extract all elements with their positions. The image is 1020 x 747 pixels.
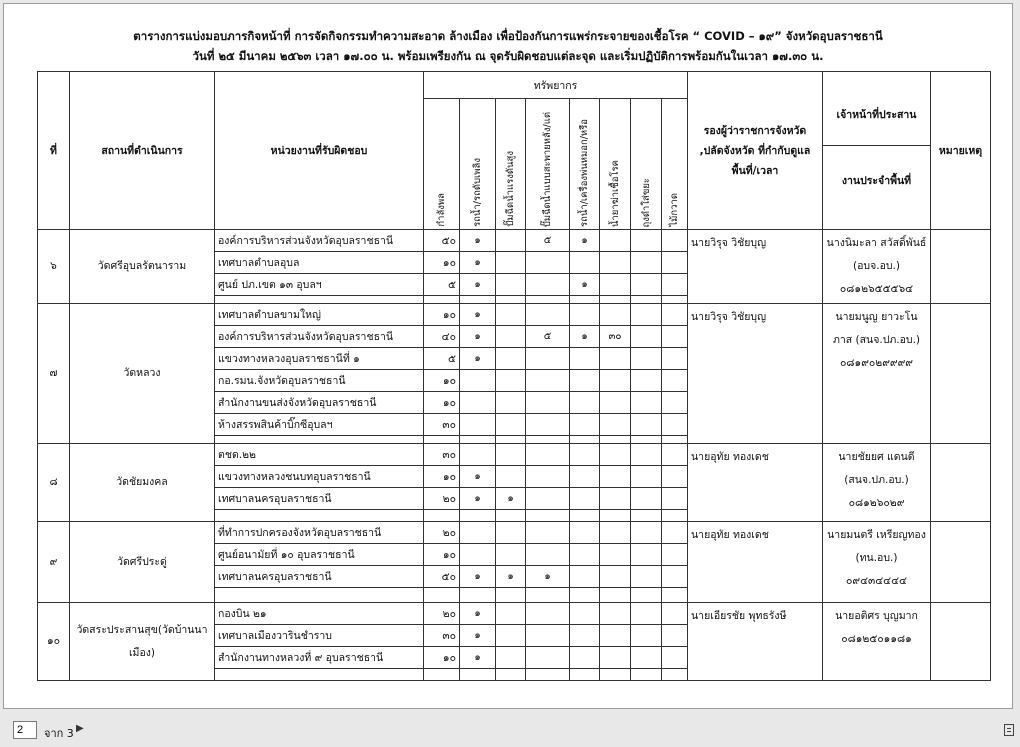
resource-cell — [460, 522, 496, 544]
resource-cell-empty — [424, 588, 460, 603]
resource-cell-empty — [496, 296, 526, 304]
resource-cell — [526, 414, 570, 436]
resource-cell — [496, 466, 526, 488]
resource-cell — [662, 274, 688, 296]
resource-cell — [631, 370, 662, 392]
resource-cell — [600, 274, 631, 296]
agency-cell: สำนักงานทางหลวงที่ ๙ อุบลราชธานี — [215, 647, 424, 669]
resource-cell-empty — [460, 669, 496, 681]
resource-cell — [570, 348, 600, 370]
resource-cell — [570, 522, 600, 544]
resource-cell-empty — [460, 588, 496, 603]
resource-cell — [631, 625, 662, 647]
resource-cell-empty — [570, 510, 600, 522]
agency-cell-empty — [215, 588, 424, 603]
officer-header-top: เจ้าหน้าที่ประสาน — [823, 85, 930, 146]
resource-cell — [460, 370, 496, 392]
remark-cell — [931, 230, 991, 304]
resource-cell — [631, 304, 662, 326]
resource-cell — [570, 544, 600, 566]
resource-cell-empty — [600, 669, 631, 681]
resource-cell: ๑๐ — [424, 392, 460, 414]
resource-cell — [460, 544, 496, 566]
coordinator-cell: นายอุทัย ทองเดช — [688, 522, 823, 603]
resource-cell — [662, 444, 688, 466]
resource-cell — [631, 326, 662, 348]
resource-cell-empty — [424, 669, 460, 681]
resource-cell-empty — [496, 588, 526, 603]
status-bar — [0, 716, 1020, 747]
resource-cell-empty — [662, 296, 688, 304]
resource-cell: ๑๐ — [424, 647, 460, 669]
resource-cell — [662, 625, 688, 647]
remark-cell — [931, 304, 991, 444]
agency-cell: แขวงทางหลวงอุบลราชธานีที่ ๑ — [215, 348, 424, 370]
resource-cell: ๑ — [526, 566, 570, 588]
col-header-agency: หน่วยงานที่รับผิดชอบ — [215, 72, 424, 230]
resource-cell — [496, 544, 526, 566]
resource-cell — [662, 544, 688, 566]
agency-cell: ห้างสรรพสินค้าบิ๊กซีอุบลฯ — [215, 414, 424, 436]
resource-cell — [600, 370, 631, 392]
resource-cell — [526, 392, 570, 414]
officer-cell: นายชัยยศ แดนดี (สนจ.ปภ.อบ.) ๐๘๑๒๖๐๒๙ — [823, 444, 931, 522]
resource-cell-empty — [570, 296, 600, 304]
resource-cell — [570, 625, 600, 647]
resource-col-header — [600, 99, 631, 230]
resource-cell: ๑ — [460, 326, 496, 348]
resource-cell — [662, 566, 688, 588]
resource-cell-empty — [662, 588, 688, 603]
resource-cell-empty — [460, 436, 496, 444]
resource-cell: ๓๐ — [600, 326, 631, 348]
resource-cell: ๑ — [496, 566, 526, 588]
coordinator-cell: นายวิรุจ วิชัยบุญ — [688, 304, 823, 444]
resource-cell — [631, 414, 662, 436]
resource-cell — [496, 392, 526, 414]
resource-cell: ๑ — [570, 326, 600, 348]
resource-cell — [460, 414, 496, 436]
resource-cell — [526, 274, 570, 296]
agency-cell: ศูนย์อนามัยที่ ๑๐ อุบลราชธานี — [215, 544, 424, 566]
resource-cell-empty — [631, 669, 662, 681]
resource-cell — [570, 414, 600, 436]
resource-cell: ๓๐ — [424, 444, 460, 466]
coordinator-cell: นายวิรุจ วิชัยบุญ — [688, 230, 823, 304]
agency-cell: ตชด.๒๒ — [215, 444, 424, 466]
agency-cell: องค์การบริหารส่วนจังหวัดอุบลราชธานี — [215, 230, 424, 252]
col-header-no: ที่ — [38, 72, 70, 230]
resource-cell-empty — [570, 669, 600, 681]
title-line-2: วันที่ ๒๕ มีนาคม ๒๕๖๓ เวลา ๑๗.๐๐ น. พร้อมเพรียงกัน ณ จุดรับผิดชอบแต่ละจุด และเริ่มปฏิบัติการพร้อมกันในเวลา ๑๗.๓๐ น. — [192, 49, 824, 63]
officer-header-bottom: งานประจำพื้นที่ — [841, 175, 912, 187]
resource-cell — [526, 625, 570, 647]
resource-cell — [570, 444, 600, 466]
resource-cell — [526, 304, 570, 326]
resource-col-header — [570, 99, 600, 230]
resource-cell: ๕๐ — [424, 230, 460, 252]
resource-col-header — [662, 99, 688, 230]
resource-col-label: ปั๊มฉีดน้ำแบบสะพายหลัง/แต่ — [542, 111, 553, 227]
resource-cell: ๑ — [460, 230, 496, 252]
resource-cell: ๑๐ — [424, 544, 460, 566]
resource-cell: ๑ — [570, 274, 600, 296]
resource-cell: ๑ — [460, 647, 496, 669]
remark-cell — [931, 603, 991, 681]
resource-col-label: กำลังพล — [436, 193, 447, 227]
agency-cell: เทศบาลนครอุบลราชธานี — [215, 566, 424, 588]
resource-cell-empty — [526, 436, 570, 444]
resource-cell — [631, 466, 662, 488]
resource-cell — [496, 414, 526, 436]
resource-col-header — [424, 99, 460, 230]
resource-cell-empty — [496, 436, 526, 444]
resource-cell — [570, 370, 600, 392]
resource-cell: ๑ — [460, 566, 496, 588]
resource-cell-empty — [526, 510, 570, 522]
resource-col-header — [526, 99, 570, 230]
schedule-table — [37, 71, 991, 681]
resource-cell — [631, 647, 662, 669]
resource-cell — [662, 392, 688, 414]
resource-cell — [662, 488, 688, 510]
resource-cell — [496, 647, 526, 669]
col-header-officer — [823, 72, 931, 230]
resource-cell — [662, 522, 688, 544]
resource-cell — [631, 274, 662, 296]
resource-cell — [600, 230, 631, 252]
resource-cell: ๑ — [460, 603, 496, 625]
resource-cell — [600, 414, 631, 436]
resource-cell: ๑ — [460, 625, 496, 647]
resource-col-header — [460, 99, 496, 230]
resource-cell-empty — [600, 588, 631, 603]
agency-cell: เทศบาลเมืองวารินชำราบ — [215, 625, 424, 647]
resource-cell — [570, 647, 600, 669]
location-cell: วัดสระประสานสุข(วัดบ้านนาเมือง) — [70, 603, 215, 681]
resource-cell — [496, 522, 526, 544]
resource-cell-empty — [424, 436, 460, 444]
resource-cell-empty — [526, 669, 570, 681]
resource-cell: ๑ — [460, 466, 496, 488]
resource-cell: ๕ — [424, 274, 460, 296]
resource-col-header — [631, 99, 662, 230]
resource-col-label: น้ำยาฆ่าเชื้อโรค — [609, 159, 621, 227]
resource-cell: ๑๐ — [424, 466, 460, 488]
resource-cell — [662, 326, 688, 348]
resource-col-label: รถน้ำ/เครื่องพ่นหมอก/หรือ — [579, 119, 590, 227]
resource-cell — [631, 444, 662, 466]
resource-cell — [570, 603, 600, 625]
resource-cell — [496, 252, 526, 274]
title-line-1: ตารางการแบ่งมอบภารกิจหน้าที่ การจัดกิจกรรมทำความสะอาด ล้างเมือง เพื่อป้องกันการแพร่กระจายของเชื้อโรค “ COVID – ๑๙” จังหวัดอุบลราชธานี — [133, 29, 883, 43]
row-number: ๖ — [38, 230, 70, 304]
resource-cell — [600, 566, 631, 588]
resource-cell — [600, 392, 631, 414]
resource-cell-empty — [424, 510, 460, 522]
resource-cell: ๒๐ — [424, 603, 460, 625]
location-cell: วัดศรีประดู่ — [70, 522, 215, 603]
resource-cell — [496, 304, 526, 326]
table-row — [38, 304, 991, 326]
resource-cell — [600, 444, 631, 466]
resource-cell — [662, 252, 688, 274]
resource-cell — [662, 414, 688, 436]
location-cell: วัดชัยมงคล — [70, 444, 215, 522]
resource-col-label: ปั๊มฉีดน้ำแรงดันสูง — [505, 151, 516, 227]
resource-cell — [496, 348, 526, 370]
agency-cell: เทศบาลนครอุบลราชธานี — [215, 488, 424, 510]
resource-cell — [496, 603, 526, 625]
resource-col-label: ไม้กวาด — [669, 193, 680, 227]
resource-cell — [631, 522, 662, 544]
resource-cell — [600, 522, 631, 544]
resource-cell — [526, 466, 570, 488]
resource-cell: ๓๐ — [424, 414, 460, 436]
resource-col-label: รถน้ำ/รถดับเพลิง — [472, 158, 483, 227]
resource-cell — [600, 603, 631, 625]
resource-cell: ๕ — [526, 326, 570, 348]
coordinator-cell: นายอุทัย ทองเดช — [688, 444, 823, 522]
resource-cell: ๑ — [460, 274, 496, 296]
resource-cell — [526, 603, 570, 625]
resource-cell — [570, 252, 600, 274]
page-number-input[interactable] — [13, 721, 37, 739]
agency-cell: เทศบาลตำบลขามใหญ่ — [215, 304, 424, 326]
resource-cell: ๑๐ — [424, 304, 460, 326]
resource-cell — [496, 625, 526, 647]
table-row — [38, 522, 991, 544]
resource-cell-empty — [600, 296, 631, 304]
row-number: ๑๐ — [38, 603, 70, 681]
resource-cell-empty — [662, 669, 688, 681]
resource-cell — [570, 566, 600, 588]
resource-cell-empty — [526, 588, 570, 603]
resource-cell: ๒๐ — [424, 522, 460, 544]
resource-cell: ๕ — [424, 348, 460, 370]
table-row — [38, 603, 991, 625]
agency-cell-empty — [215, 669, 424, 681]
resource-cell: ๑ — [570, 230, 600, 252]
resource-cell — [496, 230, 526, 252]
agency-cell: ที่ทำการปกครองจังหวัดอุบลราชธานี — [215, 522, 424, 544]
resource-cell-empty — [460, 510, 496, 522]
resource-cell — [496, 274, 526, 296]
document-page — [3, 3, 1013, 709]
remark-cell — [931, 444, 991, 522]
resource-cell: ๕ — [526, 230, 570, 252]
agency-cell-empty — [215, 436, 424, 444]
resource-cell-empty — [631, 436, 662, 444]
resource-cell — [600, 544, 631, 566]
resource-cell — [600, 252, 631, 274]
document-title — [4, 26, 1012, 66]
resource-col-label: ถุงดำใส่ขยะ — [640, 177, 652, 227]
officer-cell: นายอติศร บุญมาก ๐๘๑๒๕๐๑๑๘๑ — [823, 603, 931, 681]
resource-cell — [526, 522, 570, 544]
resource-cell-empty — [424, 296, 460, 304]
row-number: ๘ — [38, 444, 70, 522]
resource-cell — [631, 603, 662, 625]
officer-cell: นายมนตรี เหรียญทอง (ทน.อบ.) ๐๙๔๓๔๔๔๔ — [823, 522, 931, 603]
resource-cell — [631, 566, 662, 588]
resource-cell: ๑ — [460, 304, 496, 326]
page-view-icon[interactable] — [1004, 724, 1014, 736]
resource-cell — [600, 647, 631, 669]
page-count-label: จาก 3 — [44, 727, 74, 740]
resource-cell: ๑๐ — [424, 370, 460, 392]
resource-cell — [526, 488, 570, 510]
resource-cell — [496, 444, 526, 466]
resource-cell — [526, 252, 570, 274]
col-header-location: สถานที่ดำเนินการ — [70, 72, 215, 230]
agency-cell-empty — [215, 296, 424, 304]
officer-cell: นางนิมะลา สวัสดิ์พันธ์ (อบจ.อบ.) ๐๘๑๒๖๕๕๕๖๔ — [823, 230, 931, 304]
resource-cell — [526, 370, 570, 392]
remark-cell — [931, 522, 991, 603]
agency-cell: สำนักงานขนส่งจังหวัดอุบลราชธานี — [215, 392, 424, 414]
resource-cell — [662, 466, 688, 488]
resource-cell: ๑ — [496, 488, 526, 510]
resource-cell — [570, 304, 600, 326]
agency-cell: แขวงทางหลวงชนบทอุบลราชธานี — [215, 466, 424, 488]
resource-cell: ๑ — [460, 348, 496, 370]
resource-cell-empty — [496, 669, 526, 681]
resource-cell — [600, 466, 631, 488]
resource-cell — [460, 392, 496, 414]
resource-cell — [600, 625, 631, 647]
resource-cell — [570, 392, 600, 414]
resource-cell: ๒๐ — [424, 488, 460, 510]
table-row — [38, 444, 991, 466]
resource-cell-empty — [600, 510, 631, 522]
resource-cell: ๔๐ — [424, 326, 460, 348]
agency-cell: เทศบาลตำบลอุบล — [215, 252, 424, 274]
resource-cell-empty — [570, 588, 600, 603]
resource-cell: ๑๐ — [424, 252, 460, 274]
resource-cell — [600, 488, 631, 510]
table-row — [38, 230, 991, 252]
resource-cell-empty — [662, 436, 688, 444]
resource-cell-empty — [662, 510, 688, 522]
agency-cell: กอ.รมน.จังหวัดอุบลราชธานี — [215, 370, 424, 392]
resource-cell — [662, 348, 688, 370]
row-number: ๗ — [38, 304, 70, 444]
resource-cell — [662, 230, 688, 252]
resource-cell — [662, 647, 688, 669]
resource-cell — [662, 603, 688, 625]
resource-cell — [496, 326, 526, 348]
resource-cell-empty — [526, 296, 570, 304]
agency-cell: องค์การบริหารส่วนจังหวัดอุบลราชธานี — [215, 326, 424, 348]
col-header-coordinator: รองผู้ว่าราชการจังหวัด ,ปลัดจังหวัด ที่กำกับดูแลพื้นที่/เวลา — [688, 72, 823, 230]
resource-cell — [496, 370, 526, 392]
resource-cell-empty — [631, 510, 662, 522]
resource-cell — [631, 488, 662, 510]
location-cell: วัดหลวง — [70, 304, 215, 444]
location-cell: วัดศรีอุบลรัตนาราม — [70, 230, 215, 304]
col-header-remark: หมายเหตุ — [931, 72, 991, 230]
agency-cell: ศูนย์ ปภ.เขต ๑๓ อุบลฯ — [215, 274, 424, 296]
resource-cell-empty — [631, 296, 662, 304]
agency-cell: กองบิน ๒๑ — [215, 603, 424, 625]
resource-cell — [631, 544, 662, 566]
resource-cell — [526, 444, 570, 466]
resource-cell-empty — [496, 510, 526, 522]
resource-cell: ๓๐ — [424, 625, 460, 647]
col-header-resources: ทรัพยากร — [424, 72, 688, 99]
resource-cell — [631, 392, 662, 414]
resource-cell — [631, 252, 662, 274]
resource-cell — [526, 348, 570, 370]
resource-cell-empty — [570, 436, 600, 444]
resource-cell — [662, 370, 688, 392]
resource-cell — [526, 647, 570, 669]
resource-cell — [460, 444, 496, 466]
resource-cell — [570, 488, 600, 510]
resource-col-header — [496, 99, 526, 230]
resource-cell: ๑ — [460, 488, 496, 510]
coordinator-cell: นายเอียรชัย พุทธรังษี — [688, 603, 823, 681]
resource-cell — [600, 348, 631, 370]
row-number: ๙ — [38, 522, 70, 603]
resource-cell-empty — [631, 588, 662, 603]
resource-cell — [570, 466, 600, 488]
resource-cell — [526, 544, 570, 566]
resource-cell: ๑ — [460, 252, 496, 274]
officer-cell: นายมนูญ ยาวะโนภาส (สนจ.ปภ.อบ.) ๐๘๑๙๐๒๙๙๙๙ — [823, 304, 931, 444]
resource-cell — [631, 348, 662, 370]
resource-cell-empty — [460, 296, 496, 304]
resource-cell: ๕๐ — [424, 566, 460, 588]
resource-cell — [631, 230, 662, 252]
resource-cell — [662, 304, 688, 326]
next-page-icon[interactable]: ▶ — [76, 723, 84, 734]
resource-cell — [600, 304, 631, 326]
agency-cell-empty — [215, 510, 424, 522]
resource-cell-empty — [600, 436, 631, 444]
